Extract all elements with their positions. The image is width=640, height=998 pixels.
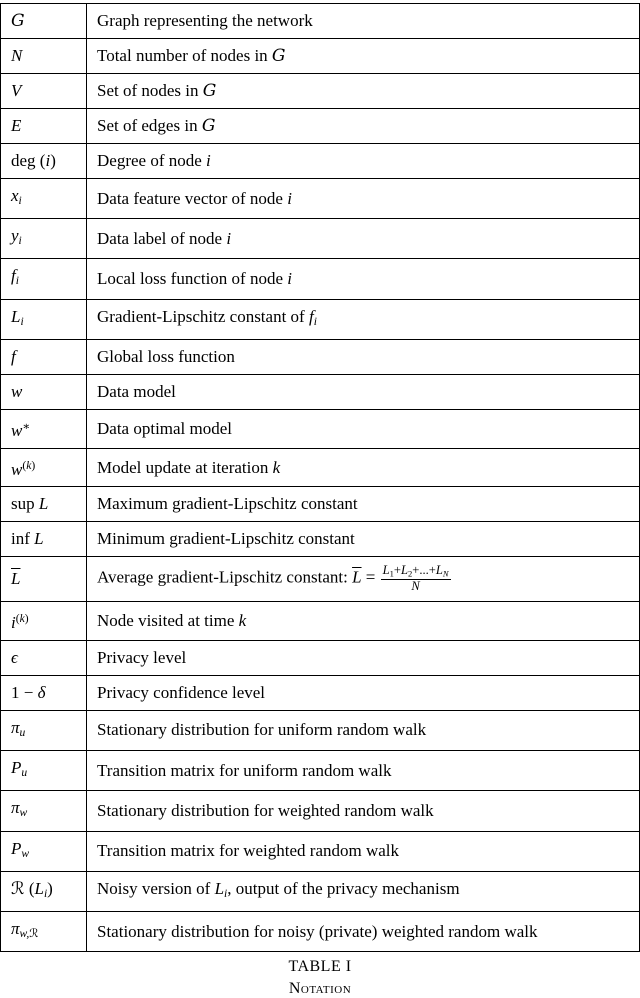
math-token: $\overline{L}$ [11,569,21,589]
math-token: π [11,798,20,818]
math-token: L [214,878,225,898]
math-token: i [43,887,48,901]
notation-table [0,3,640,952]
symbol-cell [1,675,87,710]
math-token: w, [19,927,30,941]
description-cell [87,4,640,39]
math-token: i [18,234,22,248]
symbol-cell [1,791,87,831]
math-token: w [11,459,23,479]
table-row [1,259,640,299]
math-token: Data feature vector of node [97,188,288,208]
symbol-cell [1,831,87,871]
math-token: Transition matrix for weighted random walk [97,841,400,861]
math-token: Transition matrix for uniform random walk [97,760,392,780]
math-token: Privacy confidence level [97,682,266,702]
fraction-numerator [381,564,451,580]
math-token: u [19,726,26,740]
table-caption [0,958,640,998]
description-cell [87,74,640,109]
math-token: i [226,228,232,248]
description-cell [87,219,640,259]
paper-page [0,3,640,998]
math-token: = [361,568,380,588]
description-cell [87,374,640,409]
symbol-cell [1,144,87,179]
table-row [1,219,640,259]
math-token: f [308,306,314,326]
symbol-cell [1,179,87,219]
math-token: Stationary distribution for noisy (private) weighted random walk [97,921,538,941]
math-token: 1 [389,568,394,579]
math-token: i [45,151,51,170]
math-token: Graph representing the network [97,11,313,30]
table-row [1,710,640,750]
description-cell [87,557,640,602]
table-row [1,339,640,374]
symbol-cell [1,602,87,641]
math-token: u [21,766,28,780]
table-row [1,409,640,448]
math-token: i [224,887,228,901]
math-token: π [11,919,20,939]
table-caption-title: Notation [288,980,352,998]
table-row [1,448,640,487]
symbol-cell [1,299,87,339]
math-token: ( [15,612,20,626]
math-token: ℛ [29,927,39,941]
symbol-cell [1,374,87,409]
table-row [1,109,640,144]
math-token: Data label of node [97,228,227,248]
math-token: w [21,846,30,860]
description-cell [87,299,640,339]
math-token: f [11,346,16,366]
math-token: f [11,266,16,286]
math-token: inf [11,529,35,549]
table-row [1,557,640,602]
math-token: G [202,81,217,101]
math-token: ϵ [11,647,18,667]
math-token: i [287,188,292,208]
table-row [1,39,640,74]
math-token: δ [37,682,46,702]
math-token: L [34,529,44,549]
table-row [1,374,640,409]
description-cell [87,675,640,710]
symbol-cell [1,912,87,952]
table-row [1,751,640,791]
symbol-cell [1,871,87,911]
math-token: 2 [408,568,413,579]
symbol-cell [1,751,87,791]
math-token: i [11,612,16,632]
math-token: + [393,563,401,578]
symbol-cell [1,109,87,144]
math-token: Degree of node [97,151,207,170]
symbol-cell [1,522,87,557]
math-token: 1 − [11,682,38,702]
table-row [1,831,640,871]
symbol-cell [1,448,87,487]
math-token: L [401,563,408,578]
math-token: k [238,610,247,630]
description-cell [87,710,640,750]
table-row [1,791,640,831]
math-token: Global loss function [97,346,235,366]
math-token: Stationary distribution for uniform random walk [97,720,427,740]
symbol-cell [1,339,87,374]
math-token: L [38,494,49,514]
math-token: G [201,116,216,136]
math-token: Stationary distribution for weighted random walk [97,800,434,820]
description-cell [87,912,640,952]
math-token: G [271,46,286,66]
math-token: π [11,717,20,737]
math-token: Minimum gradient-Lipschitz constant [97,529,355,549]
math-token: P [11,838,22,858]
math-token: Total number of nodes in [97,46,272,65]
math-token: , output of the privacy mechanism [227,878,460,898]
symbol-cell [1,557,87,602]
description-cell [87,109,640,144]
math-token: i [20,314,24,328]
math-token: Average gradient-Lipschitz constant: [97,568,353,588]
description-cell [87,871,640,911]
math-token: Noisy version of [97,878,215,898]
math-token: L [435,563,443,578]
math-token: y [11,226,19,246]
math-token: L [34,878,44,898]
table-row [1,487,640,522]
table-row [1,179,640,219]
math-token: w [11,420,23,440]
math-token: k [272,457,281,477]
symbol-cell [1,74,87,109]
description-cell [87,640,640,675]
math-token: +...+ [412,563,436,578]
table-caption-label: TABLE I [288,958,352,976]
math-token: L [11,306,21,326]
math-token: w [11,381,23,401]
symbol-cell [1,710,87,750]
math-token: deg ( [11,151,46,170]
math-token: N [411,579,420,594]
table-row [1,640,640,675]
math-token: x [11,186,19,205]
description-cell [87,409,640,448]
symbol-cell [1,487,87,522]
table-row [1,522,640,557]
math-token: Data optimal model [97,418,233,438]
table-row [1,602,640,641]
math-token: ( [22,458,27,472]
math-token: sup [11,494,39,514]
math-token: i [18,194,22,208]
fraction-denominator [409,580,421,594]
math-token: V [11,81,22,100]
symbol-cell [1,259,87,299]
math-token: Local loss function of node [97,269,288,289]
description-cell [87,448,640,487]
math-token: Gradient-Lipschitz constant of [97,306,309,326]
math-token: ) [50,151,56,170]
description-cell [87,602,640,641]
table-row [1,871,640,911]
description-cell [87,179,640,219]
description-cell [87,791,640,831]
math-token: Set of nodes in [97,81,203,100]
math-token: Maximum gradient-Lipschitz constant [97,494,358,514]
math-token: ℛ ( [11,878,35,898]
table-row [1,144,640,179]
description-cell [87,39,640,74]
table-row [1,912,640,952]
symbol-cell [1,640,87,675]
table-row [1,4,640,39]
table-row [1,675,640,710]
symbol-cell [1,39,87,74]
math-token: N [442,568,449,579]
math-token: Model update at iteration [97,457,273,477]
description-cell [87,831,640,871]
description-cell [87,487,640,522]
symbol-cell [1,219,87,259]
math-token: ∗ [22,419,31,433]
description-cell [87,522,640,557]
math-token: L [382,563,390,578]
math-token: i [15,274,19,288]
math-token: i [287,269,292,289]
math-token: k [26,458,32,472]
math-token: ) [24,612,29,626]
math-token: ) [31,458,36,472]
math-token: P [11,758,22,778]
description-cell [87,259,640,299]
math-token: E [11,116,22,135]
description-cell [87,339,640,374]
math-token: G [11,11,25,31]
math-token: i [206,151,211,170]
math-token: Privacy level [97,647,187,667]
math-token: N [11,46,23,65]
description-cell [87,144,640,179]
math-token: w [19,806,28,820]
math-token: ) [47,878,53,898]
symbol-cell [1,409,87,448]
math-token: Set of edges in [97,116,202,135]
fraction [381,564,451,594]
table-row [1,74,640,109]
description-cell [87,751,640,791]
symbol-cell [1,4,87,39]
table-row [1,299,640,339]
math-token: Data model [97,381,176,401]
notation-table-body [1,4,640,952]
math-token: i [313,314,317,328]
math-token: k [19,612,25,626]
math-token: Node visited at time [97,610,239,630]
math-token: $\overline{L}$ [352,568,362,588]
